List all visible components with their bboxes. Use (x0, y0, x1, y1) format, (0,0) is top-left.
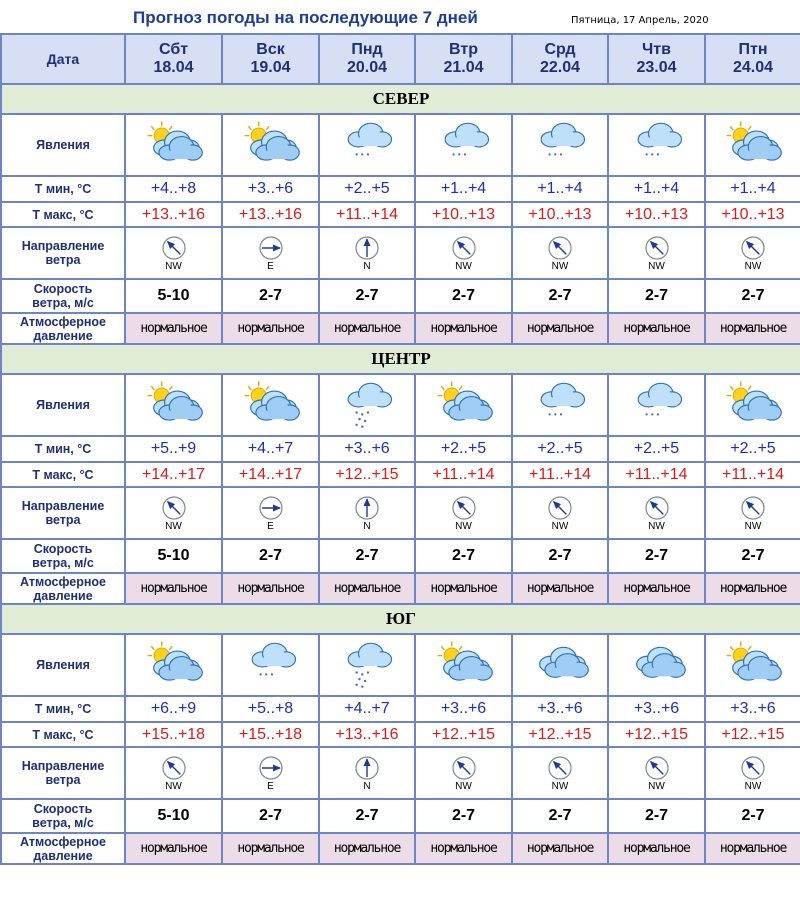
tmin-value: +4..+7 (319, 696, 415, 722)
wind-arrow-icon (320, 495, 414, 521)
wind-direction-label-text: Направление (21, 499, 105, 513)
weather-cell (512, 634, 608, 696)
wind-speed-value: 2-7 (705, 279, 800, 313)
wind-direction-cell (512, 747, 608, 799)
tmax-label-text: Т макс, °С (32, 467, 94, 482)
wind-direction-text: NW (551, 520, 569, 532)
sun-cloud-icon (706, 378, 800, 432)
wind-speed-label (1, 539, 125, 573)
wind-direction-cell (222, 487, 319, 539)
wind-direction-text: NW (455, 780, 472, 792)
weather-cell (415, 374, 512, 436)
wind-arrow-icon (609, 495, 704, 521)
cloud-heavy-snow-icon (320, 638, 414, 692)
tmin-value: +2..+5 (608, 436, 705, 462)
day-date: 22.04 (539, 59, 581, 76)
wind-direction-label (1, 747, 125, 799)
pressure-value: нормальное (415, 313, 512, 344)
tmin-row (1, 176, 800, 202)
tmax-value: +13..+16 (222, 202, 319, 227)
weather-cell (512, 114, 608, 176)
tmax-row (1, 202, 800, 227)
pressure-row (1, 313, 800, 344)
wind-arrow-icon (126, 755, 221, 781)
wind-direction-cell (222, 747, 319, 799)
day-name: Вск (256, 41, 285, 58)
day-date: 24.04 (732, 59, 774, 76)
weather-cell (705, 374, 800, 436)
wind-speed-row (1, 539, 800, 573)
pressure-value: нормальное (415, 573, 512, 604)
tmin-label (1, 436, 125, 462)
tmin-value: +3..+6 (608, 696, 705, 722)
wind-direction-cell (415, 487, 512, 539)
tmax-value: +13..+16 (125, 202, 222, 227)
tmin-row (1, 436, 800, 462)
tmax-value: +11..+14 (512, 462, 608, 487)
tmin-label-text: Т мин, °С (34, 702, 92, 716)
wind-speed-value: 5-10 (125, 799, 222, 833)
tmax-label (1, 722, 125, 747)
weather-cell (608, 114, 705, 176)
wind-direction-text: NW (744, 260, 762, 272)
wind-direction-row (1, 747, 800, 799)
pressure-row (1, 573, 800, 604)
pressure-row (1, 833, 800, 864)
day-header (319, 34, 415, 84)
weather-cell (125, 114, 222, 176)
tmax-row (1, 722, 800, 747)
wind-speed-value: 2-7 (319, 799, 415, 833)
wind-direction-cell (608, 227, 705, 279)
wind-direction-text: E (267, 260, 274, 272)
day-name: Чтв (642, 41, 671, 58)
sun-cloud-icon (416, 378, 511, 432)
cloud-snow-icon (223, 638, 318, 692)
tmin-value: +1..+4 (705, 176, 800, 202)
wind-speed-label (1, 279, 125, 313)
wind-arrow-icon (223, 755, 318, 781)
region-header-row (1, 84, 800, 114)
wind-direction-cell (222, 227, 319, 279)
pressure-value: нормальное (319, 313, 415, 344)
wind-direction-text: NW (165, 780, 182, 792)
tmin-value: +1..+4 (415, 176, 512, 202)
tmax-value: +10..+13 (415, 202, 512, 227)
wind-speed-value: 2-7 (319, 279, 415, 313)
wind-arrow-icon (609, 755, 704, 781)
tmin-label (1, 696, 125, 722)
tmin-value: +6..+9 (125, 696, 222, 722)
wind-arrow-icon (609, 235, 704, 261)
day-date: 19.04 (250, 59, 291, 76)
wind-speed-label-text: Скорость (33, 542, 93, 556)
wind-direction-text: NW (648, 520, 665, 532)
day-header (705, 34, 800, 84)
tmax-value: +12..+15 (705, 722, 800, 747)
day-header (512, 34, 608, 84)
tmax-value: +15..+18 (125, 722, 222, 747)
wind-arrow-icon (513, 755, 607, 781)
region-title: ЮГ (1, 604, 800, 634)
pressure-value: нормальное (222, 313, 319, 344)
weather-cell (222, 114, 319, 176)
tmin-label-text: Т мин, °С (34, 182, 92, 196)
wind-direction-cell (319, 487, 415, 539)
tmax-value: +11..+14 (705, 462, 800, 487)
wind-direction-text: E (267, 520, 274, 532)
days-header-row (1, 34, 800, 84)
wind-direction-text: N (363, 520, 371, 532)
sun-cloud-icon (706, 118, 800, 172)
wind-speed-row (1, 279, 800, 313)
wind-speed-value: 2-7 (222, 799, 319, 833)
tmax-value: +14..+17 (125, 462, 222, 487)
phenomena-label-text: Явления (36, 398, 90, 412)
wind-direction-text: NW (455, 260, 472, 272)
pressure-label-text: Атмосферное (20, 314, 106, 329)
tmin-value: +2..+5 (319, 176, 415, 202)
forecast-table (0, 33, 800, 865)
wind-direction-text: NW (744, 780, 762, 792)
wind-arrow-icon (126, 235, 221, 261)
wind-direction-cell (319, 747, 415, 799)
sun-cloud-icon (126, 638, 221, 692)
wind-speed-label-text-2: ветра, м/с (32, 816, 94, 830)
pressure-value: нормальное (319, 833, 415, 864)
pressure-label-text-2: давление (33, 848, 93, 863)
wind-direction-cell (608, 747, 705, 799)
wind-arrow-icon (706, 235, 800, 261)
sun-cloud-icon (223, 118, 318, 172)
wind-direction-label-text-2: ветра (45, 773, 81, 787)
wind-speed-value: 2-7 (415, 279, 512, 313)
wind-direction-cell (415, 747, 512, 799)
tmax-label (1, 202, 125, 227)
wind-direction-label-text-2: ветра (45, 513, 81, 527)
wind-speed-value: 2-7 (705, 799, 800, 833)
wind-speed-value: 2-7 (319, 539, 415, 573)
tmin-value: +3..+6 (319, 436, 415, 462)
phenomena-label (1, 374, 125, 436)
cloud-snow-icon (513, 118, 607, 172)
cloud-snow-icon (513, 378, 607, 432)
tmin-value: +3..+6 (512, 696, 608, 722)
wind-direction-label (1, 487, 125, 539)
wind-arrow-icon (416, 755, 511, 781)
tmin-value: +5..+8 (222, 696, 319, 722)
wind-direction-text: NW (551, 780, 569, 792)
pressure-value: нормальное (222, 833, 319, 864)
day-header (415, 34, 512, 84)
phenomena-label (1, 634, 125, 696)
tmin-value: +5..+9 (125, 436, 222, 462)
wind-direction-text: NW (648, 780, 665, 792)
phenomena-row (1, 634, 800, 696)
pressure-label (1, 573, 125, 604)
phenomena-row (1, 114, 800, 176)
wind-arrow-icon (126, 495, 221, 521)
tmax-value: +11..+14 (415, 462, 512, 487)
tmax-label-text: Т макс, °С (32, 727, 94, 742)
day-date: 21.04 (443, 59, 484, 76)
wind-direction-cell (125, 747, 222, 799)
wind-speed-value: 2-7 (222, 279, 319, 313)
wind-direction-label-text-2: ветра (45, 253, 81, 267)
tmin-value: +3..+6 (705, 696, 800, 722)
wind-speed-value: 2-7 (705, 539, 800, 573)
weather-cell (222, 634, 319, 696)
tmax-value: +10..+13 (705, 202, 800, 227)
wind-arrow-icon (223, 235, 318, 261)
sun-cloud-icon (126, 378, 221, 432)
wind-arrow-icon (416, 495, 511, 521)
cloud-icon (513, 638, 607, 692)
pressure-label-text: Атмосферное (20, 834, 106, 849)
wind-arrow-icon (706, 755, 800, 781)
pressure-value: нормальное (512, 313, 608, 344)
pressure-value: нормальное (705, 573, 800, 604)
wind-direction-label-text: Направление (21, 759, 105, 773)
pressure-value: нормальное (125, 833, 222, 864)
weather-cell (319, 634, 415, 696)
wind-direction-text: NW (165, 260, 182, 272)
wind-direction-row (1, 227, 800, 279)
day-date: 23.04 (636, 59, 677, 76)
pressure-value: нормальное (705, 833, 800, 864)
weather-cell (608, 374, 705, 436)
wind-direction-text: NW (165, 520, 182, 532)
wind-speed-value: 2-7 (512, 539, 608, 573)
wind-direction-text: NW (455, 520, 472, 532)
wind-speed-value: 2-7 (608, 539, 705, 573)
pressure-label-text: Атмосферное (20, 574, 106, 589)
pressure-label (1, 313, 125, 344)
tmin-value: +2..+5 (512, 436, 608, 462)
wind-arrow-icon (223, 495, 318, 521)
wind-direction-cell (415, 227, 512, 279)
wind-direction-cell (512, 487, 608, 539)
tmax-label (1, 462, 125, 487)
weather-cell (705, 114, 800, 176)
tmax-value: +12..+15 (319, 462, 415, 487)
phenomena-label (1, 114, 125, 176)
phenomena-label-text: Явления (36, 138, 90, 152)
cloud-snow-icon (609, 118, 704, 172)
phenomena-label-text: Явления (36, 658, 90, 672)
pressure-value: нормальное (512, 573, 608, 604)
wind-direction-cell (608, 487, 705, 539)
wind-speed-value: 2-7 (415, 539, 512, 573)
weather-cell (415, 634, 512, 696)
tmin-value: +3..+6 (415, 696, 512, 722)
wind-direction-label-text: Направление (21, 239, 105, 253)
wind-direction-label (1, 227, 125, 279)
cloud-heavy-snow-icon (320, 378, 414, 432)
wind-direction-row (1, 487, 800, 539)
tmin-label (1, 176, 125, 202)
tmax-value: +10..+13 (512, 202, 608, 227)
tmax-label-text: Т макс, °С (32, 207, 94, 222)
region-title: СЕВЕР (1, 84, 800, 114)
wind-direction-cell (319, 227, 415, 279)
wind-speed-label-text-2: ветра, м/с (32, 296, 94, 310)
weather-cell (608, 634, 705, 696)
tmin-label-text: Т мин, °С (34, 442, 92, 456)
weather-cell (319, 374, 415, 436)
pressure-value: нормальное (125, 313, 222, 344)
region-header-row (1, 604, 800, 634)
tmax-value: +12..+15 (608, 722, 705, 747)
tmin-value: +2..+5 (705, 436, 800, 462)
tmin-value: +3..+6 (222, 176, 319, 202)
day-header (222, 34, 319, 84)
wind-arrow-icon (320, 235, 414, 261)
pressure-label (1, 833, 125, 864)
sun-cloud-icon (416, 638, 511, 692)
pressure-value: нормальное (608, 573, 705, 604)
current-date: Пятница, 17 Апрель, 2020 (571, 15, 709, 26)
wind-direction-cell (125, 227, 222, 279)
day-date: 20.04 (346, 59, 388, 76)
pressure-value: нормальное (222, 573, 319, 604)
pressure-value: нормальное (608, 833, 705, 864)
day-name: Птн (738, 41, 768, 58)
pressure-value: нормальное (705, 313, 800, 344)
weather-cell (415, 114, 512, 176)
wind-direction-text: N (363, 780, 371, 792)
cloud-snow-icon (609, 378, 704, 432)
wind-speed-value: 2-7 (512, 799, 608, 833)
page-header (0, 0, 800, 33)
tmax-value: +11..+14 (608, 462, 705, 487)
wind-arrow-icon (513, 235, 607, 261)
weather-cell (512, 374, 608, 436)
wind-speed-value: 5-10 (125, 539, 222, 573)
wind-speed-value: 5-10 (125, 279, 222, 313)
day-name: Сбт (158, 41, 189, 58)
weather-cell (319, 114, 415, 176)
cloud-snow-icon (416, 118, 511, 172)
wind-direction-text: N (363, 260, 371, 272)
wind-arrow-icon (320, 755, 414, 781)
wind-speed-label-text-2: ветра, м/с (32, 556, 94, 570)
pressure-label-text-2: давление (33, 588, 93, 603)
tmin-value: +4..+8 (125, 176, 222, 202)
tmax-row (1, 462, 800, 487)
day-name: Срд (544, 41, 576, 58)
wind-speed-value: 2-7 (415, 799, 512, 833)
tmin-row (1, 696, 800, 722)
tmin-value: +2..+5 (415, 436, 512, 462)
wind-arrow-icon (416, 235, 511, 261)
wind-speed-value: 2-7 (222, 539, 319, 573)
wind-speed-row (1, 799, 800, 833)
weather-cell (125, 634, 222, 696)
pressure-value: нормальное (319, 573, 415, 604)
region-title: ЦЕНТР (1, 344, 800, 374)
sun-cloud-icon (223, 378, 318, 432)
date-column-label: Дата (1, 34, 125, 84)
wind-direction-cell (125, 487, 222, 539)
cloud-snow-icon (320, 118, 414, 172)
tmax-value: +14..+17 (222, 462, 319, 487)
weather-cell (705, 634, 800, 696)
pressure-value: нормальное (415, 833, 512, 864)
wind-arrow-icon (513, 495, 607, 521)
region-header-row (1, 344, 800, 374)
sun-cloud-icon (706, 638, 800, 692)
wind-speed-value: 2-7 (608, 799, 705, 833)
wind-speed-value: 2-7 (512, 279, 608, 313)
pressure-value: нормальное (512, 833, 608, 864)
tmin-value: +1..+4 (608, 176, 705, 202)
pressure-value: нормальное (125, 573, 222, 604)
wind-arrow-icon (706, 495, 800, 521)
wind-speed-value: 2-7 (608, 279, 705, 313)
wind-direction-cell (705, 747, 800, 799)
tmax-value: +15..+18 (222, 722, 319, 747)
wind-speed-label (1, 799, 125, 833)
cloud-icon (609, 638, 704, 692)
wind-direction-text: NW (551, 260, 569, 272)
wind-direction-text: NW (648, 260, 665, 272)
weather-cell (125, 374, 222, 436)
wind-direction-cell (705, 487, 800, 539)
sun-cloud-icon (126, 118, 221, 172)
phenomena-row (1, 374, 800, 436)
wind-direction-cell (705, 227, 800, 279)
pressure-label-text-2: давление (33, 328, 93, 343)
wind-direction-text: E (267, 780, 274, 792)
day-header (608, 34, 705, 84)
tmax-value: +11..+14 (319, 202, 415, 227)
day-name: Пнд (351, 41, 383, 58)
day-name: Втр (449, 41, 478, 58)
weather-cell (222, 374, 319, 436)
tmax-value: +10..+13 (608, 202, 705, 227)
wind-direction-cell (512, 227, 608, 279)
wind-speed-label-text: Скорость (33, 282, 93, 296)
wind-direction-text: NW (744, 520, 762, 532)
day-date: 18.04 (153, 59, 194, 76)
page-title: Прогноз погоды на последующие 7 дней (133, 8, 478, 27)
wind-speed-label-text: Скорость (33, 802, 93, 816)
tmax-value: +12..+15 (512, 722, 608, 747)
tmax-value: +13..+16 (319, 722, 415, 747)
tmin-value: +1..+4 (512, 176, 608, 202)
tmin-value: +4..+7 (222, 436, 319, 462)
tmax-value: +12..+15 (415, 722, 512, 747)
pressure-value: нормальное (608, 313, 705, 344)
day-header (125, 34, 222, 84)
